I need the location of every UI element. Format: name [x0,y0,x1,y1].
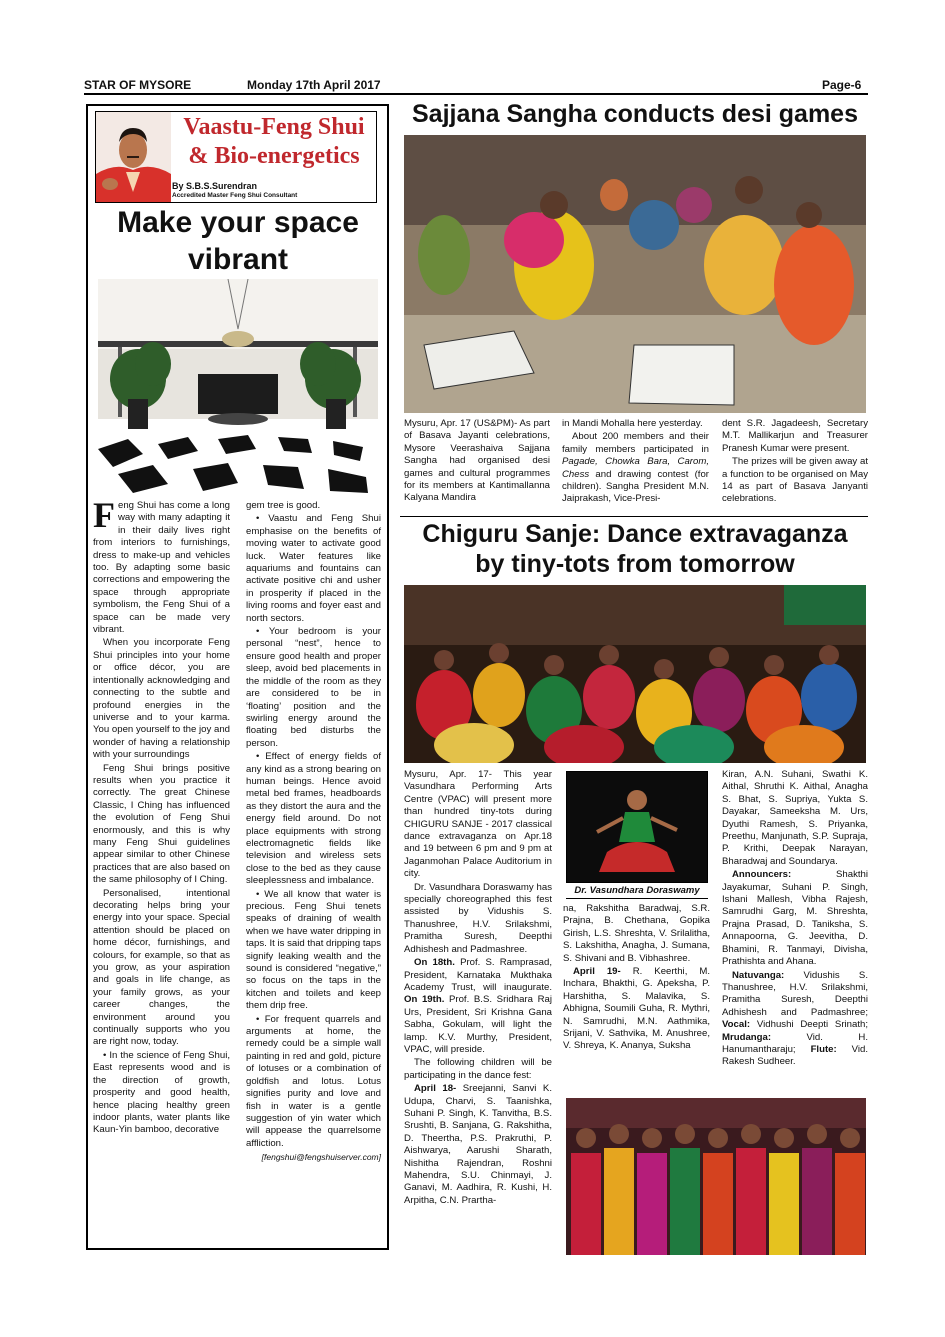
masthead-date: Monday 17th April 2017 [247,78,381,92]
story1-para-1: Mysuru, Apr. 17 (US&PM)- As part of Basava Jayanti celebrations, Mysore Veerashaiva Sajjana Sangha had organised desi games and cultural programmes for its members at Kantimallanna Kalyana Mandira [404,418,550,504]
games-photo [404,135,866,413]
story2-para-8: Kiran, A.N. Suhani, Swathi K. Aithal, Shruthi K. Aithal, Anagha S. Bhat, S. Supriya, Yukta S. Dayakar, Sameeksha M. Urs, Dyuthi Ramesh, S. Priyanka, Preethu, Manjunath, S.P. Supraja, P. Krithi, Deepak Narayan, Bharadwaj and Soundarya. [722,769,868,867]
masthead-rule [84,93,868,95]
caption-rule [566,898,708,899]
story1-col3 [722,418,868,507]
masthead-page: Page-6 [822,78,862,92]
story2-para-1: Mysuru, Apr. 17- This year Vasundhara Performing Arts Centre (VPAC) will present more than hundred tiny-tots during CHIGURU SANJE - 2017 classical dance extravaganza on Apr.18 and 19 between 6 pm and 9 pm at Jaganmohan Palace Auditorium in city. [404,769,552,880]
column-title-line2: & Bio-energetics [188,143,360,169]
column-para-4: Personalised, intentional decorating helps bring your energy into your space. Special attention should be placed on home décor, furnishings, and colours, for example, so that as you grow, as your aspiration and goals in life change, as your family grows, as your career changes, the environment around you continually supports who you are right now, today. [93,887,230,1048]
story2-para-2: Dr. Vasundhara Doraswamy has specially choreographed this fest assisted by Vidushis S. Thanushree, H.V. Srilakshmi, Pramitha Suresh, Deepthi Adhishesh and Padmashree. [404,881,552,955]
games-photo-drawing [404,135,866,413]
column-email: [fengshui@fengshuiserver.com] [261,1152,381,1163]
story2-para-10: Natuvanga: Vidushis S. Thanushree, H.V. Srilakshmi, Pramitha Suresh, Deepthi Adhishesh and Padmashree; Vocal: Vidhushi Deepti Srinath; Mrudanga: Vid. H. Hanumantharaju; Flute: Vid. Rakesh Sudheer. [722,969,868,1068]
story2-para-9: Announcers: Shakthi Jayakumar, Suhani P. Singh, Ishani Mallesh, Vibha Rajesh, Samrudhi Garg, M. Shreshta, Prajna Prasad, D. Taniksha, S. Annapoorna, G. Jeevitha, D. Bhamini, R. Tanmayi, Divisha, Prathishta and Ahana. [722,869,868,968]
story-divider [400,516,868,517]
dance-group-photo [404,585,866,763]
story2-para-5: April 18- Sreejanni, Sanvi K. Udupa, Charvi, S. Taanishka, Suhani P. Singh, K. Tanvitha, B.S. Srushti, B. Sanjana, G. Rakshitha, D. Theertha, P.S. Prakruthi, P. Aishwarya, Aarushi Sharath, Nishitha Rajendran, Roshni Mahendra, S.U. Chinmayi, J. Ganavi, M. Aadhira, R. Kushi, H. Arpitha, C.N. Prartha- [404,1083,553,1206]
dancer-drawing [567,772,707,882]
story1-headline: Sajjana Sangha conducts desi games [412,100,858,128]
story1-para-3: About 200 members and their family members participated in Pagade, Chowka Bara, Carom, Chess and drawing contest (for children). Sangha President M.N. Jaiprakash, Vice-Presi- [562,431,709,505]
story2-col3 [722,769,868,1070]
column-text-col2 [246,500,381,1165]
story2-para-3: On 18th. Prof. S. Ramprasad, President, Karnataka Mukthaka Academy Trust, will inaugurate. On 19th. Prof. B.S. Sridhara Raj Urs, President, Sri Krishna Gana Sabha, Gokulam, will light the lamp. K.V. Murthy, President, VPAC, will preside. [404,957,552,1055]
story1-para-2: in Mandi Mohalla here yesterday. [562,418,703,429]
story2-para-6: na, Rakshitha Baradwaj, S.R. Prajna, B. Chethana, Gopika Girish, L.S. Shreshta, V. Srilalitha, S. Lakshitha, Anagha, J. Sumana, S. Shivani and B. Vibhashree. [563,903,710,964]
column-para-5: • In the science of Feng Shui, East represents wood and is the direction of growth, prosperity and good health, hence placing healthy green indoor plants, water plants like Kaun-Yin bamboo, decorative [93,1049,230,1136]
column-title-line1: Vaastu-Feng Shui [183,114,365,140]
story2-col1 [404,769,552,1208]
column-para-10: • We all know that water is precious. Feng Shui tenets speaks of draining of wealth when we have water dripping in taps. It is said that dripping taps signify leaking wealth and the sound is considered “negative,” so focus on the taps in the kitchen and toilets and keep them drip free. [246,888,381,1012]
column-para-9: • Effect of energy fields of any kind as a strong bearing on human beings. Hence avoid metal bed frames, headboards as they distort the aura and the energy field around. Do not place equipments with strong electromagnetic fields like television and wireless sets close to the bed as they cause sleeplessness and imbalance. [246,751,381,887]
story1-col1 [404,418,550,506]
column-para-6: gem tree is good. [246,500,321,511]
column-para-2: When you incorporate Feng Shui principles into your home or office décor, you are intentionally acknowledging and connecting to the subtle and profound energies in the universe and to your karma. You open yourself to the joy and wonder of having a relationship with your surroundings [93,637,230,761]
story2-headline-line1: Chiguru Sanje: Dance extravaganza [422,520,848,548]
interior-photo [98,279,378,493]
dancers-row-photo [566,1098,866,1255]
story1-para-5: The prizes will be given away at a function to be organised on May 14 as part of Basava Janyanti celebrations. [722,456,868,505]
column-para-1: Feng Shui has come a long way with many adapting it in their daily lives right from interiors to furnishings, dress to make-up and vehicles too. By adapting some basic corrections and empowering the space through appropriate symbolism, the Feng Shui of a space can be made very vibrant. [93,495,230,636]
dance-group-drawing [404,585,866,763]
story1-para-4: dent S.R. Jagadeesh, Secretary M.T. Mallikarjun and Treasurer Pranesh Kumar were present. [722,418,868,454]
column-para-3: Feng Shui brings positive results when you practice it correctly. The great Chinese Classic, I Ching has influenced the evolution of Feng Shui enormously, and this is why many Feng Shui guidelines appear similar to other Chinese practices that are also based on the same philosophy of I Ching. [93,762,230,886]
story2-para-4: The following children will be participating in the dance fest: [404,1057,552,1081]
column-text-col1 [93,495,230,1138]
story1-col2 [562,418,709,507]
dancer-portrait [566,771,708,883]
story2-para-7: April 19- R. Keerthi, M. Inchara, Bhakthi, G. Apeksha, P. Harshitha, S. Malavika, S. Abhigna, Soumili Guha, R. Mythri, N. Samrudhi, M.N. Aathmika, Srijani, V. Sathvika, M. Anushree, V. Shreya, K. Ananya, Suksha [563,966,711,1052]
column-para-8: • Your bedroom is your personal “nest”, hence to ensure good health and proper sleep, avoid bed placements in the middle of the room as they are considered to be in ‘floating’ position and the swirling energy around the floating bed disturbs the person. [246,626,381,749]
author-portrait [96,112,171,202]
story2-col2 [563,903,710,1054]
interior-photo-drawing [98,279,378,493]
masthead-paper: STAR OF MYSORE [84,78,192,92]
story2-headline-line2: by tiny-tots from tomorrow [475,550,795,578]
column-byline: By S.B.S.Surendran [172,181,258,191]
column-headline: Make your space vibrant [117,206,359,276]
column-para-11: • For frequent quarrels and arguments at home, the remedy could be a simple wall painting in red and gold, picture of lotuses or a combination of goldfish and lotus. Lotus signifies purity and love and fish in water is a gentle suggestion of yin water which will appease the quarrelsome affliction. [246,1013,381,1149]
column-para-7: • Vaastu and Feng Shui emphasise on the benefits of moving water to activate good luck. Water features like aquariums and fountains can activate positive chi and usher in prosperity if placed in the living rooms and foyer east and north sectors. [246,513,381,624]
dancers-row-drawing [566,1098,866,1255]
dancer-caption: Dr. Vasundhara Doraswamy [574,885,700,896]
column-credential: Accredited Master Feng Shui Consultant [172,192,298,199]
